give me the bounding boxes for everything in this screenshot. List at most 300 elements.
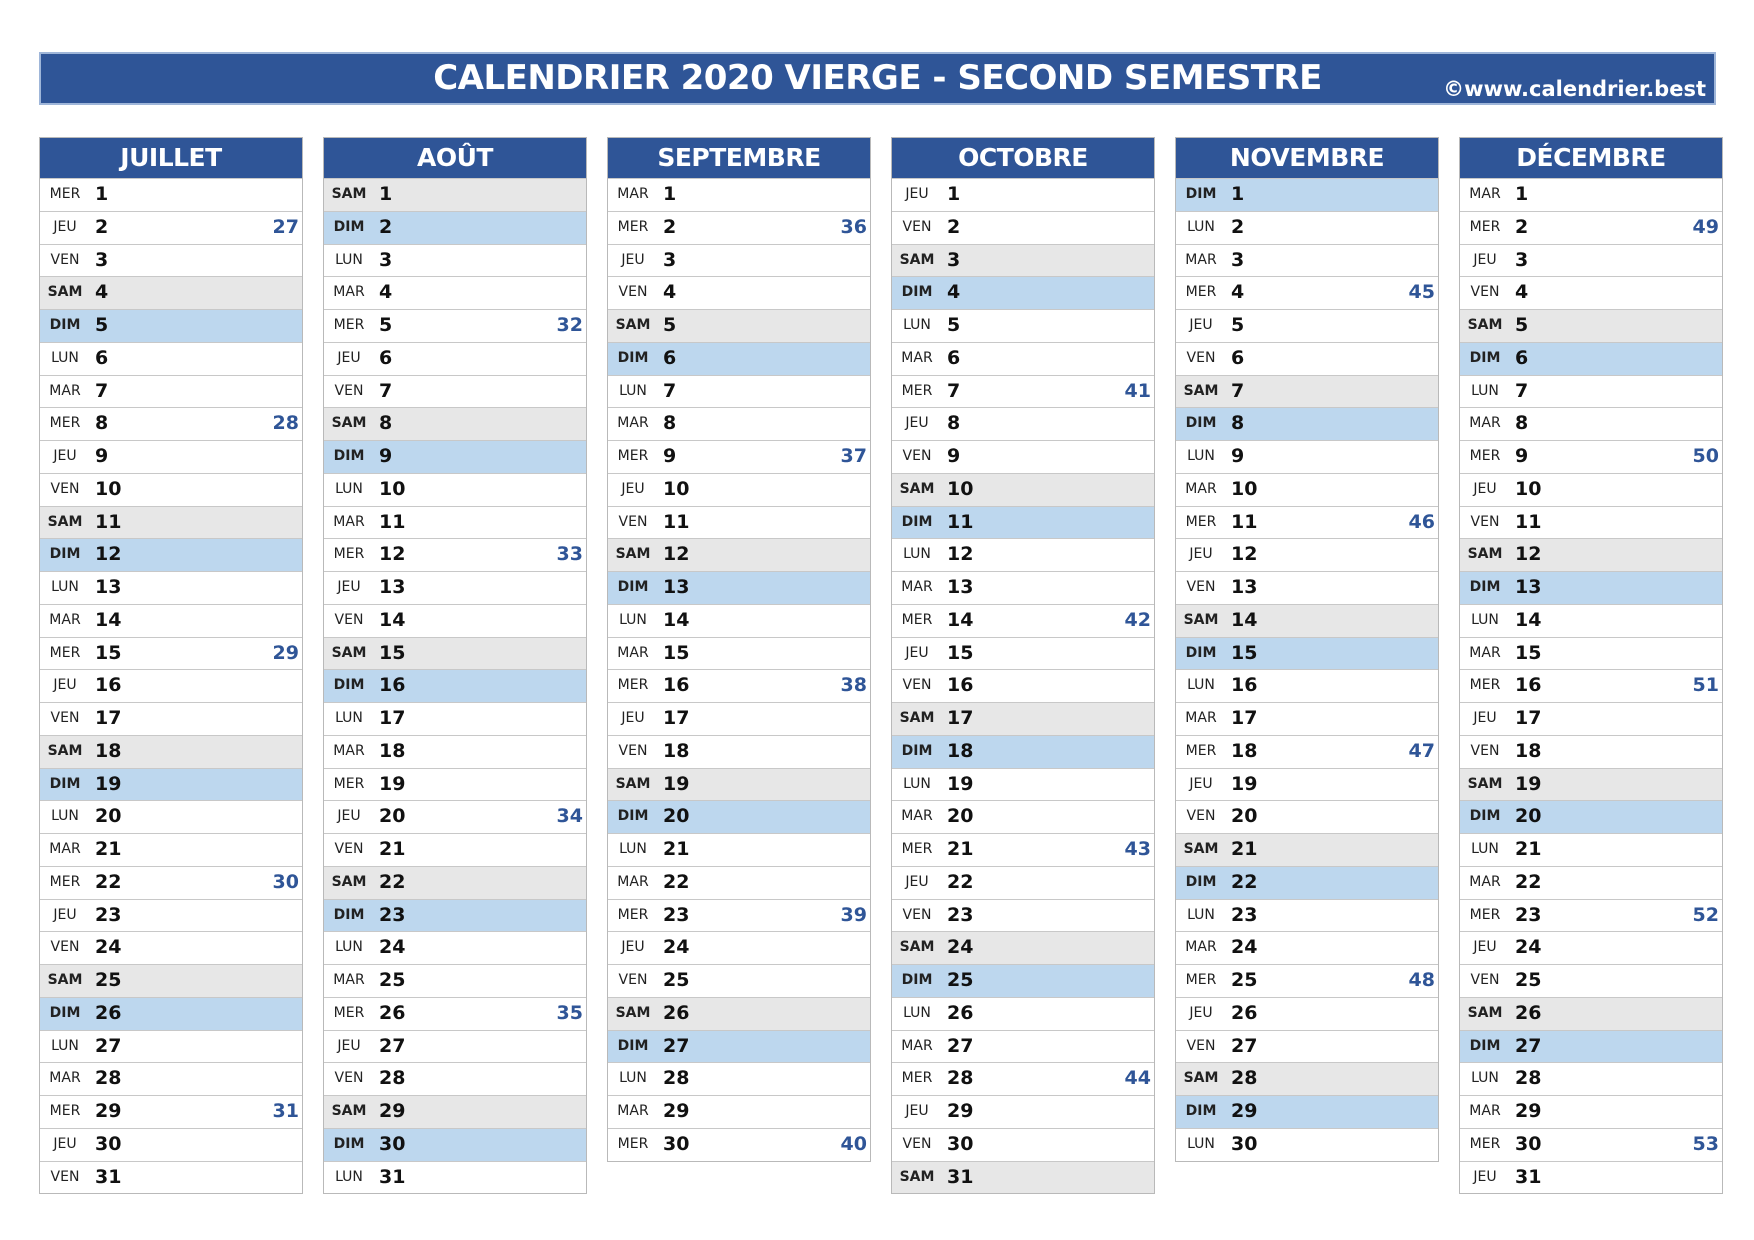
day-row (892, 1095, 1154, 1128)
day-of-week: MAR (1185, 251, 1217, 268)
day-row (40, 178, 302, 211)
week-number: 29 (272, 641, 299, 664)
day-of-week: MER (49, 186, 81, 202)
day-number: 23 (947, 903, 974, 926)
day-row (1176, 866, 1438, 899)
day-of-week: DIM (901, 742, 933, 759)
day-number: 6 (947, 346, 961, 369)
day-number: 29 (1515, 1100, 1542, 1122)
day-row (324, 669, 586, 702)
day-row (324, 473, 586, 506)
week-number: 27 (272, 215, 299, 238)
day-number: 23 (95, 903, 122, 926)
day-number: 9 (95, 445, 109, 467)
day-row (608, 768, 870, 801)
day-of-week: DIM (333, 906, 365, 923)
month-column (1459, 137, 1723, 1194)
day-of-week: LUN (1471, 382, 1499, 399)
day-number: 18 (1515, 739, 1542, 762)
month-column (891, 137, 1155, 1194)
day-row (40, 768, 302, 801)
day-of-week: LUN (903, 1004, 931, 1021)
day-of-week: MAR (333, 972, 365, 988)
day-of-week: VEN (618, 972, 648, 988)
day-of-week: JEU (621, 939, 645, 956)
week-number: 52 (1692, 903, 1719, 926)
day-of-week: MAR (1185, 939, 1217, 956)
day-number: 16 (379, 674, 406, 697)
day-of-week: JEU (1473, 710, 1497, 726)
day-row (1460, 899, 1722, 932)
week-number: 40 (840, 1132, 867, 1155)
day-row (892, 833, 1154, 866)
day-number: 25 (379, 969, 406, 991)
week-number: 39 (840, 903, 867, 926)
day-of-week: VEN (902, 448, 932, 464)
day-of-week: SAM (331, 644, 367, 661)
day-row (892, 604, 1154, 637)
day-of-week: DIM (1185, 1103, 1217, 1119)
day-of-week: LUN (1471, 611, 1499, 628)
day-number: 15 (379, 641, 406, 664)
day-number: 2 (1515, 215, 1529, 238)
day-row (40, 702, 302, 735)
day-row (324, 506, 586, 539)
day-of-week: VEN (50, 710, 80, 726)
day-row (1460, 637, 1722, 670)
day-number: 5 (947, 314, 961, 336)
day-number: 25 (1515, 969, 1542, 991)
week-number: 30 (272, 870, 299, 893)
day-row (892, 768, 1154, 801)
day-of-week: DIM (617, 349, 649, 366)
day-row (40, 1095, 302, 1128)
day-of-week: MAR (617, 644, 649, 661)
day-number: 5 (95, 314, 109, 336)
day-row (892, 702, 1154, 735)
day-of-week: SAM (47, 513, 83, 530)
day-of-week: MAR (333, 742, 365, 759)
day-row (1460, 506, 1722, 539)
week-number: 43 (1124, 838, 1151, 860)
day-of-week: MER (1469, 906, 1501, 923)
week-number: 33 (556, 543, 583, 566)
day-of-week: MER (901, 841, 933, 857)
day-number: 5 (663, 314, 677, 336)
day-row (608, 178, 870, 211)
day-number: 5 (1515, 314, 1529, 336)
day-of-week: LUN (1187, 218, 1215, 235)
day-row (1460, 309, 1722, 342)
day-of-week: LUN (903, 546, 931, 563)
day-of-week: LUN (1187, 906, 1215, 923)
day-row (892, 1128, 1154, 1161)
week-number: 49 (1692, 215, 1719, 238)
day-of-week: JEU (1473, 251, 1497, 268)
week-number: 28 (272, 412, 299, 435)
day-number: 17 (1515, 707, 1542, 729)
day-of-week: JEU (53, 448, 77, 464)
day-row (892, 276, 1154, 309)
day-of-week: SAM (615, 1004, 651, 1021)
day-number: 4 (1515, 281, 1529, 304)
day-number: 8 (95, 412, 109, 435)
day-number: 21 (1515, 838, 1542, 860)
day-row (608, 1095, 870, 1128)
day-row (892, 407, 1154, 440)
week-number: 47 (1408, 739, 1435, 762)
day-number: 30 (379, 1132, 406, 1155)
day-of-week: JEU (53, 906, 77, 923)
day-of-week: MAR (1469, 873, 1501, 890)
day-number: 13 (947, 576, 974, 598)
day-number: 25 (95, 969, 122, 991)
day-number: 27 (95, 1034, 122, 1057)
day-row (1176, 571, 1438, 604)
day-number: 8 (1231, 412, 1245, 435)
day-number: 11 (1231, 510, 1258, 533)
day-number: 30 (1515, 1132, 1542, 1155)
day-number: 15 (1515, 641, 1542, 664)
day-row (324, 276, 586, 309)
day-row (1460, 375, 1722, 408)
day-of-week: DIM (617, 808, 649, 825)
day-of-week: MAR (1469, 644, 1501, 661)
week-number: 51 (1692, 674, 1719, 697)
day-row (324, 178, 586, 211)
day-row (608, 702, 870, 735)
day-number: 29 (947, 1100, 974, 1122)
month-column (1175, 137, 1439, 1162)
day-number: 29 (1231, 1100, 1258, 1122)
day-number: 3 (663, 248, 677, 271)
day-row (40, 440, 302, 473)
day-of-week: JEU (1473, 480, 1497, 497)
day-number: 18 (379, 739, 406, 762)
day-of-week: SAM (1467, 317, 1503, 333)
day-number: 20 (95, 805, 122, 828)
day-row (1176, 833, 1438, 866)
day-row (1460, 702, 1722, 735)
day-number: 17 (663, 707, 690, 729)
day-number: 11 (379, 510, 406, 533)
month-header: DÉCEMBRE (1460, 138, 1722, 178)
day-row (892, 637, 1154, 670)
day-row (1460, 1128, 1722, 1161)
day-number: 7 (95, 379, 109, 402)
day-number: 13 (1231, 576, 1258, 598)
day-number: 2 (663, 215, 677, 238)
day-number: 2 (95, 215, 109, 238)
day-of-week: DIM (617, 579, 649, 595)
day-number: 16 (95, 674, 122, 697)
day-of-week: JEU (621, 710, 645, 726)
day-of-week: SAM (899, 939, 935, 956)
day-number: 6 (663, 346, 677, 369)
day-number: 15 (1231, 641, 1258, 664)
day-row (324, 899, 586, 932)
site-credit: ©www.calendrier.best (1443, 77, 1706, 101)
day-of-week: JEU (1189, 775, 1213, 792)
day-number: 24 (379, 936, 406, 959)
day-row (40, 1030, 302, 1063)
day-number: 7 (379, 379, 393, 402)
day-of-week: SAM (1183, 1070, 1219, 1087)
day-number: 6 (95, 346, 109, 369)
day-number: 27 (663, 1034, 690, 1057)
day-number: 29 (663, 1100, 690, 1122)
day-number: 5 (1231, 314, 1245, 336)
day-row (608, 276, 870, 309)
day-number: 21 (95, 838, 122, 860)
day-row (608, 964, 870, 997)
day-of-week: JEU (1473, 1168, 1497, 1185)
day-row (1176, 342, 1438, 375)
day-number: 3 (379, 248, 393, 271)
day-row (40, 375, 302, 408)
day-of-week: SAM (331, 1103, 367, 1119)
day-number: 15 (663, 641, 690, 664)
day-of-week: LUN (335, 1168, 363, 1185)
day-of-week: MAR (49, 1070, 81, 1087)
day-of-week: SAM (1183, 611, 1219, 628)
day-row (892, 1161, 1154, 1194)
month-column (39, 137, 303, 1194)
day-of-week: LUN (335, 939, 363, 956)
day-number: 31 (1515, 1165, 1542, 1188)
day-of-week: MER (49, 415, 81, 432)
day-number: 18 (663, 739, 690, 762)
day-number: 9 (379, 445, 393, 467)
day-row (1460, 768, 1722, 801)
day-of-week: LUN (903, 775, 931, 792)
day-row (40, 800, 302, 833)
day-row (608, 375, 870, 408)
day-of-week: SAM (331, 415, 367, 432)
day-row (608, 997, 870, 1030)
day-row (40, 637, 302, 670)
day-row (324, 1095, 586, 1128)
day-row (1460, 473, 1722, 506)
day-number: 6 (379, 346, 393, 369)
week-number: 50 (1692, 445, 1719, 467)
day-of-week: MAR (901, 349, 933, 366)
day-of-week: MAR (901, 579, 933, 595)
day-row (40, 866, 302, 899)
week-number: 45 (1408, 281, 1435, 304)
day-number: 1 (947, 183, 961, 205)
day-of-week: LUN (335, 480, 363, 497)
day-of-week: DIM (901, 284, 933, 301)
day-number: 22 (379, 870, 406, 893)
day-of-week: MAR (1469, 186, 1501, 202)
day-row (40, 1128, 302, 1161)
day-number: 10 (663, 477, 690, 500)
day-of-week: SAM (615, 317, 651, 333)
day-number: 22 (1515, 870, 1542, 893)
day-of-week: VEN (618, 742, 648, 759)
day-of-week: SAM (1183, 841, 1219, 857)
day-of-week: MAR (617, 415, 649, 432)
day-number: 14 (1515, 608, 1542, 631)
day-of-week: LUN (619, 611, 647, 628)
day-of-week: SAM (899, 710, 935, 726)
day-of-week: MER (901, 611, 933, 628)
day-of-week: MAR (1469, 415, 1501, 432)
day-of-week: MAR (901, 808, 933, 825)
day-of-week: SAM (1183, 382, 1219, 399)
week-number: 37 (840, 445, 867, 467)
day-number: 14 (95, 608, 122, 631)
day-number: 7 (663, 379, 677, 402)
day-number: 24 (947, 936, 974, 959)
day-row (40, 964, 302, 997)
day-row (1460, 1030, 1722, 1063)
day-row (324, 1062, 586, 1095)
day-of-week: VEN (902, 218, 932, 235)
day-of-week: DIM (333, 218, 365, 235)
month-header: NOVEMBRE (1176, 138, 1438, 178)
day-number: 22 (663, 870, 690, 893)
day-row (892, 669, 1154, 702)
day-of-week: MAR (49, 841, 81, 857)
day-row (1460, 833, 1722, 866)
day-of-week: VEN (902, 906, 932, 923)
day-row (608, 833, 870, 866)
day-row (324, 964, 586, 997)
day-number: 29 (95, 1100, 122, 1122)
day-of-week: DIM (49, 317, 81, 333)
month-column (607, 137, 871, 1162)
day-row (892, 899, 1154, 932)
day-row (1460, 440, 1722, 473)
day-of-week: VEN (618, 284, 648, 301)
day-of-week: MER (1469, 1135, 1501, 1152)
day-number: 1 (1231, 183, 1245, 205)
day-of-week: LUN (51, 808, 79, 825)
day-row (608, 342, 870, 375)
day-of-week: VEN (50, 939, 80, 956)
day-of-week: MER (901, 382, 933, 399)
day-of-week: MAR (49, 382, 81, 399)
day-number: 6 (1231, 346, 1245, 369)
day-row (608, 440, 870, 473)
day-of-week: MER (333, 317, 365, 333)
day-number: 26 (1231, 1001, 1258, 1024)
day-row (1176, 964, 1438, 997)
day-row (324, 309, 586, 342)
day-number: 24 (1231, 936, 1258, 959)
day-row (608, 866, 870, 899)
day-row (1176, 276, 1438, 309)
day-of-week: DIM (1185, 186, 1217, 202)
day-row (324, 211, 586, 244)
day-row (40, 309, 302, 342)
day-number: 13 (379, 576, 406, 598)
day-row (324, 538, 586, 571)
day-row (1460, 538, 1722, 571)
day-of-week: MER (1185, 284, 1217, 301)
day-row (1460, 244, 1722, 277)
day-number: 21 (1231, 838, 1258, 860)
day-number: 26 (95, 1001, 122, 1024)
day-number: 11 (947, 510, 974, 533)
day-row (892, 997, 1154, 1030)
day-row (892, 571, 1154, 604)
day-of-week: DIM (1469, 1037, 1501, 1054)
day-number: 9 (947, 445, 961, 467)
day-of-week: JEU (905, 873, 929, 890)
day-number: 26 (379, 1001, 406, 1024)
day-of-week: MER (901, 1070, 933, 1087)
day-of-week: LUN (51, 579, 79, 595)
day-number: 9 (1515, 445, 1529, 467)
day-row (324, 866, 586, 899)
day-of-week: JEU (1473, 939, 1497, 956)
day-row (1460, 964, 1722, 997)
day-number: 30 (947, 1132, 974, 1155)
week-number: 44 (1124, 1067, 1151, 1090)
day-of-week: MAR (1185, 710, 1217, 726)
day-of-week: VEN (334, 611, 364, 628)
day-number: 12 (379, 543, 406, 566)
day-row (1176, 702, 1438, 735)
day-row (324, 1030, 586, 1063)
day-number: 23 (1515, 903, 1542, 926)
day-of-week: VEN (1186, 808, 1216, 825)
day-row (40, 1062, 302, 1095)
day-row (1176, 800, 1438, 833)
day-number: 19 (1515, 772, 1542, 795)
day-of-week: SAM (615, 775, 651, 792)
day-row (1176, 768, 1438, 801)
day-row (1176, 211, 1438, 244)
day-number: 2 (1231, 215, 1245, 238)
day-row (324, 407, 586, 440)
day-number: 10 (95, 477, 122, 500)
day-of-week: SAM (899, 1168, 935, 1185)
day-row (324, 735, 586, 768)
day-of-week: LUN (1187, 677, 1215, 694)
day-of-week: SAM (899, 251, 935, 268)
day-number: 4 (663, 281, 677, 304)
day-of-week: LUN (1471, 841, 1499, 857)
day-of-week: MAR (1185, 480, 1217, 497)
day-number: 23 (663, 903, 690, 926)
week-number: 42 (1124, 608, 1151, 631)
day-number: 26 (947, 1001, 974, 1024)
day-row (1176, 1128, 1438, 1161)
day-of-week: LUN (51, 1037, 79, 1054)
day-row (892, 211, 1154, 244)
day-row (1460, 800, 1722, 833)
day-number: 30 (95, 1132, 122, 1155)
day-of-week: JEU (337, 579, 361, 595)
day-row (40, 506, 302, 539)
day-of-week: LUN (1187, 1135, 1215, 1152)
day-row (1176, 178, 1438, 211)
day-number: 10 (1231, 477, 1258, 500)
day-of-week: SAM (1467, 775, 1503, 792)
day-of-week: MER (1469, 448, 1501, 464)
day-of-week: LUN (619, 382, 647, 399)
month-header: JUILLET (40, 138, 302, 178)
day-row (1176, 506, 1438, 539)
day-of-week: MER (49, 873, 81, 890)
day-row (1460, 1161, 1722, 1194)
day-of-week: MAR (901, 1037, 933, 1054)
day-number: 12 (1515, 543, 1542, 566)
